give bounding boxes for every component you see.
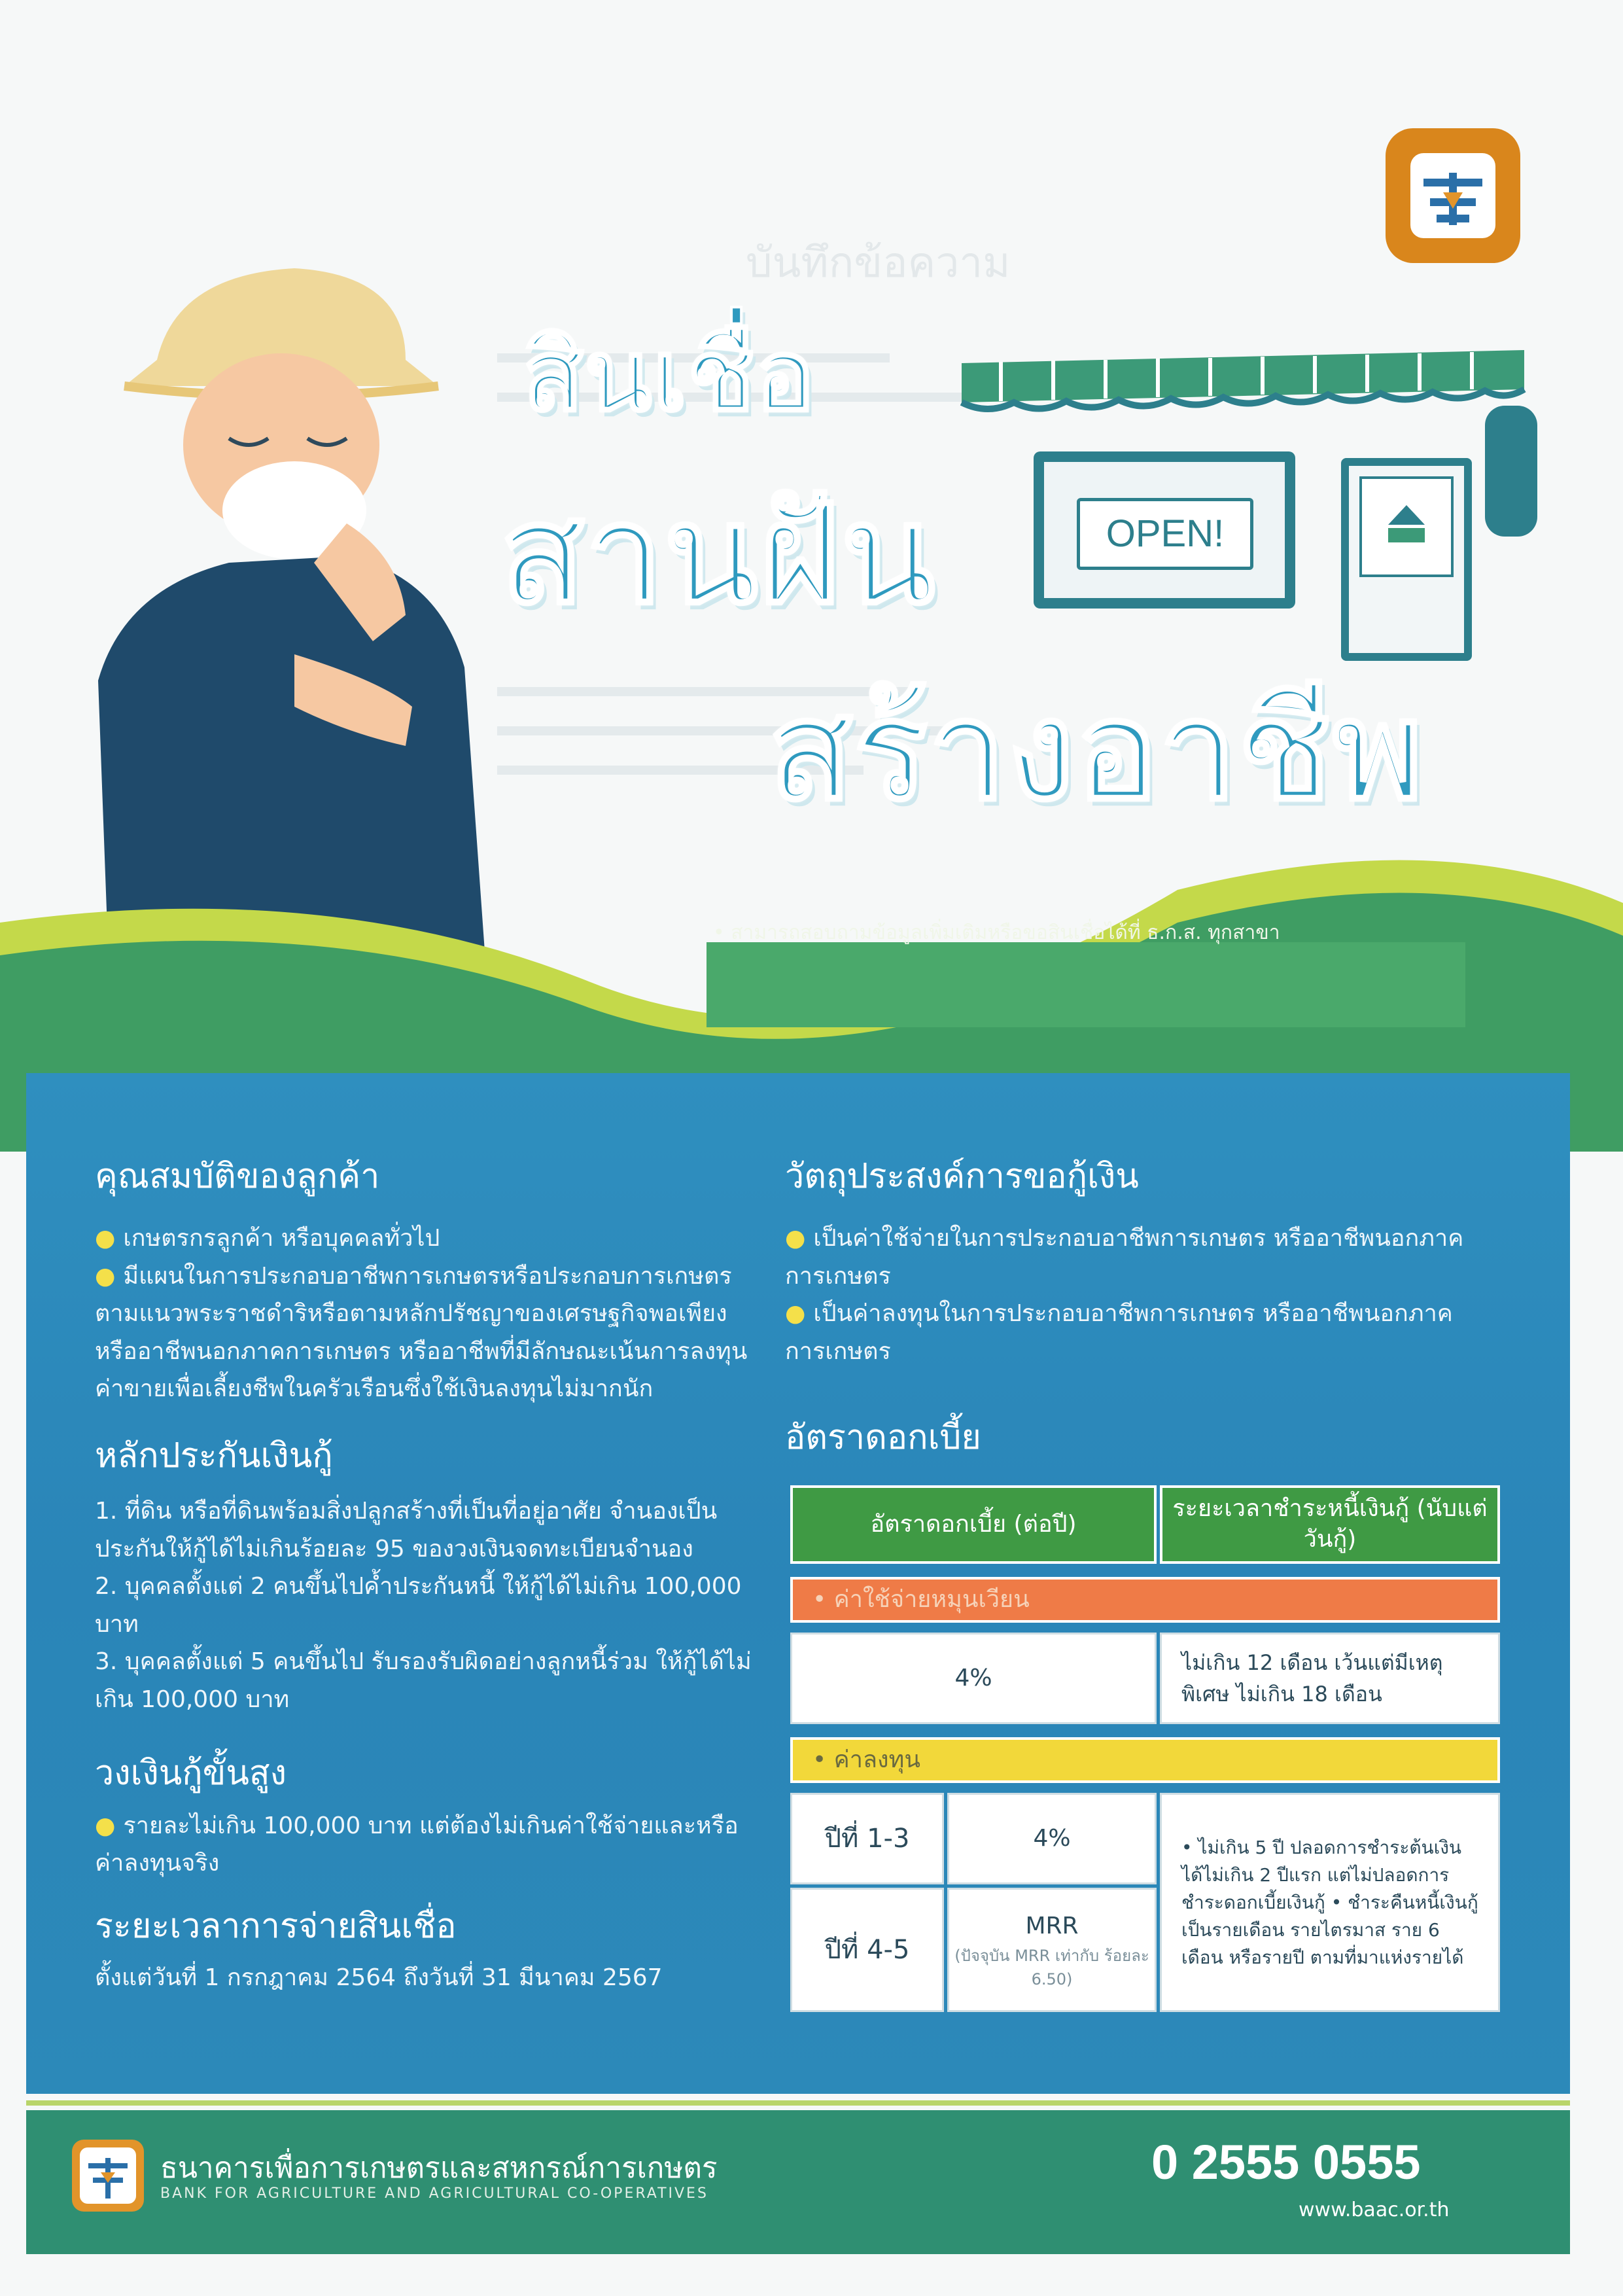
bullet-icon: ● [785,1225,806,1252]
expense-term-cell: ไม่เกิน 12 เดือน เว้นแต่มีเหตุพิเศษ ไม่เกิน 18 เดือน [1160,1633,1500,1724]
year-4-5-label: ปีที่ 4-5 [790,1888,944,2012]
table-header-term: ระยะเวลาชำระหนี้เงินกู้ (นับแต่วันกู้) [1160,1485,1500,1564]
interest-title: อัตราดอกเบี้ย [785,1418,981,1458]
baac-emblem-icon [72,2140,144,2212]
year-4-5-rate: MRR [1025,1913,1079,1939]
bullet-icon: ● [785,1300,806,1328]
bank-name-thai: ธนาคารเพื่อการเกษตรและสหกรณ์การเกษตร [160,2151,718,2185]
collateral-item: 1. ที่ดิน หรือที่ดินพร้อมสิ่งปลูกสร้างที่เป็นที่อยู่อาศัย จำนองเป็นประกันให้กู้ได้ไม่เกินร้อยละ 95 ของวงเงินจดทะเบียนจำนอง [95,1497,718,1563]
open-sign: OPEN! [1077,498,1253,570]
band-investment: • ค่าลงทุน [790,1737,1500,1783]
bullet-icon: ● [95,1225,116,1252]
ghost-heading: บันทึกข้อความ [746,239,1011,287]
qualifications-title: คุณสมบัติของลูกค้า [95,1157,380,1196]
disbursement-title: ระยะเวลาการจ่ายสินเชื่อ [95,1906,457,1946]
purpose-item: ● เป็นค่าใช้จ่ายในการประกอบอาชีพการเกษตร หรืออาชีพนอกภาคการเกษตร [785,1225,1464,1290]
right-column [785,1148,1505,1464]
max-loan-title: วงเงินกู้ขั้นสูง [95,1753,287,1793]
bank-name-english: BANK FOR AGRICULTURE AND AGRICULTURAL CO-OPERATIVES [160,2185,708,2202]
call-center-number: 0 2555 0555 [1151,2135,1421,2189]
mrr-note: (ปัจจุบัน MRR เท่ากับ ร้อยละ 6.50) [954,1947,1149,1988]
band-working-capital: • ค่าใช้จ่ายหมุนเวียน [790,1577,1500,1623]
shop-lamp [1485,406,1537,537]
baac-footer-logo [72,2140,144,2212]
baac-logo [1386,128,1520,263]
purpose-item: ● เป็นค่าลงทุนในการประกอบอาชีพการเกษตร หรืออาชีพนอกภาคการเกษตร [785,1300,1453,1365]
year-4-5-rate-cell [947,1888,1157,2012]
year-1-3-label: ปีที่ 1-3 [790,1793,944,1884]
collateral-title: หลักประกันเงินกู้ [95,1436,333,1475]
bullet-icon: ● [95,1262,116,1290]
shop-door [1341,458,1472,661]
qualification-item: ● เกษตรกรลูกค้า หรือบุคคลทั่วไป [95,1225,440,1252]
purpose-title: วัตถุประสงค์การขอกู้เงิน [785,1157,1139,1196]
shop-window [1034,451,1295,609]
door-notice-icon [1349,466,1464,653]
interest-rate-table [790,1485,1500,2015]
footer-divider [26,2100,1570,2106]
title-line-3: สร้างอาชีพ [769,671,1425,831]
disbursement-period: ตั้งแต่วันที่ 1 กรกฎาคม 2564 ถึงวันที่ 31 มีนาคม 2567 [95,1964,663,1991]
investment-term-cell: • ไม่เกิน 5 ปี ปลอดการชำระต้นเงินได้ไม่เกิน 2 ปีแรก แต่ไม่ปลอดการชำระดอกเบี้ยเงินกู้ • ชำระคืนหนี้เงินกู้เป็นรายเดือน รายไตรมาส ราย 6 เดือน หรือรายปี ตามที่มาแห่งรายได้ [1160,1793,1500,2012]
left-column [95,1148,762,1996]
year-1-3-rate: 4% [947,1793,1157,1884]
contact-note: • สามารถสอบถามข้อมูลเพิ่มเติมหรือขอสินเชื่อได้ที่ ธ.ก.ส. ทุกสาขา [713,921,1280,944]
qualification-item: ● มีแผนในการประกอบอาชีพการเกษตรหรือประกอบการเกษตรตามแนวพระราชดำริหรือตามหลักปรัชญาของเศรษฐกิจพอเพียง หรืออาชีพนอกภาคการเกษตร หรืออาชีพที่มีลักษณะเน้นการลงทุนค่าขายเพื่อเลี้ยงชีพในครัวเรือนซึ่งใช้เงินลงทุนไม่มากนัก [95,1262,748,1403]
baac-emblem-icon [1404,147,1502,245]
shop-awning-illustration [949,324,1537,422]
collateral-item: 3. บุคคลตั้งแต่ 5 คนขึ้นไป รับรองรับผิดอย่างลูกหนี้ร่วม ให้กู้ได้ไม่เกิน 100,000 บาท [95,1648,752,1713]
website-url: www.baac.or.th [1299,2199,1450,2221]
max-loan-item: ● รายละไม่เกิน 100,000 บาท แต่ต้องไม่เกินค่าใช้จ่ายและหรือค่าลงทุนจริง [95,1812,739,1877]
title-line-2: สานฝัน [500,474,937,635]
title-line-1: สินเชื่อ [523,319,816,433]
expense-rate-cell: 4% [790,1633,1157,1724]
collateral-item: 2. บุคคลตั้งแต่ 2 คนขึ้นไปค้ำประกันหนี้ ให้กู้ได้ไม่เกิน 100,000 บาท [95,1573,742,1638]
table-header-rate: อัตราดอกเบี้ย (ต่อปี) [790,1485,1157,1564]
bullet-icon: ● [95,1812,116,1839]
